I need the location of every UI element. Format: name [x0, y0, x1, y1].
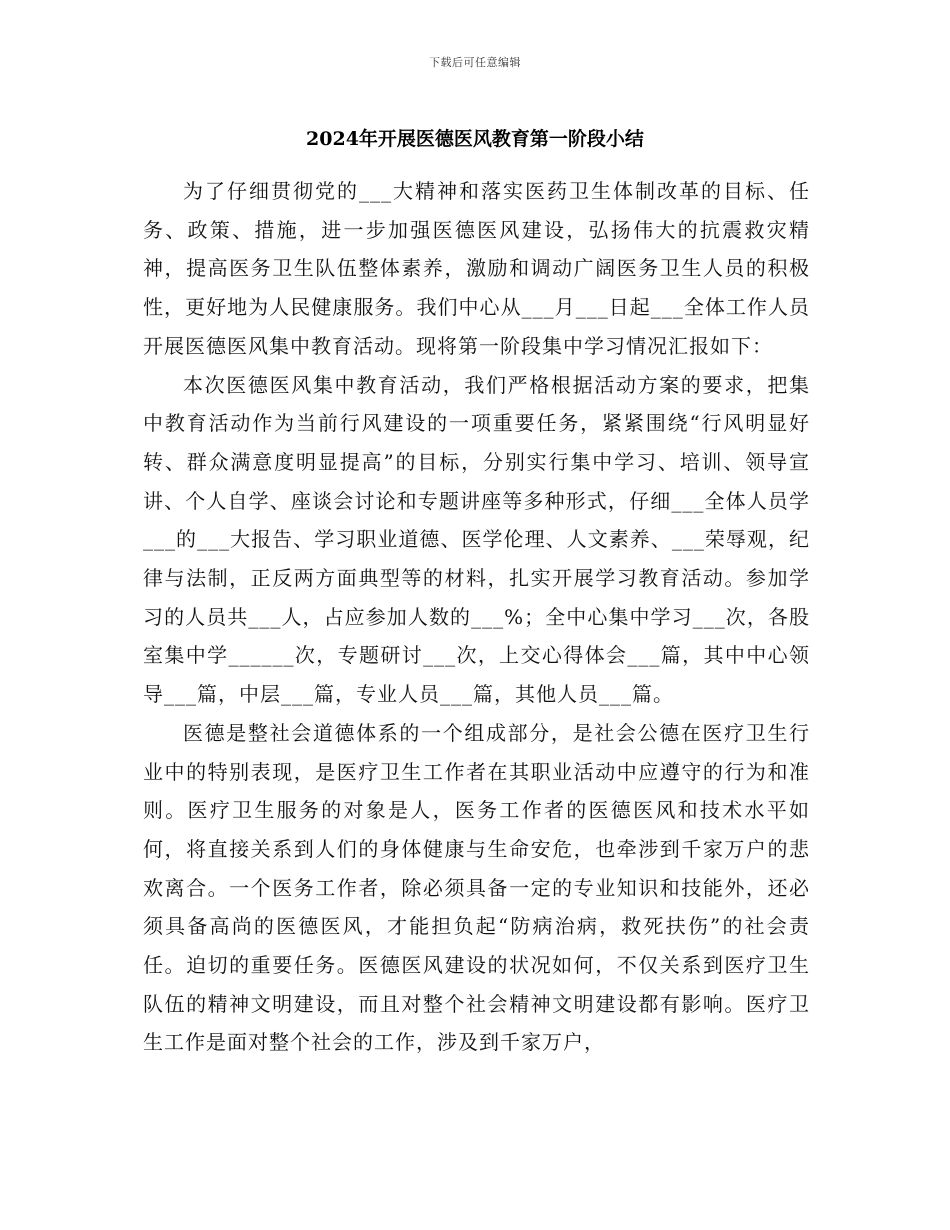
header-note: 下载后可任意编辑	[429, 56, 521, 69]
document-title: 2024年开展医德医风教育第一阶段小结	[306, 128, 644, 150]
paragraph-intro: 为了仔细贯彻党的___大精神和落实医药卫生体制改革的目标、任务、政策、措施，进一步加强医德医风建设，弘扬伟大的抗震救灾精神，提高医务卫生队伍整体素养，激励和调动广阔医务卫生人员的积极性，更好地为人民健康服务。我们中心从___月___日起___全体工作人员开展医德医风集中教育活动。现将第一阶段集中学习情况汇报如下：	[143, 179, 810, 358]
paragraph-medical-ethics: 医德是整社会道德体系的一个组成部分，是社会公德在医疗卫生行业中的特别表现，是医疗卫生工作者在其职业活动中应遵守的行为和准则。医疗卫生服务的对象是人，医务工作者的医德医风和技术水平如何，将直接关系到人们的身体健康与生命安危，也牵涉到千家万户的悲欢离合。一个医务工作者，除必须具备一定的专业知识和技能外，还必须具备高尚的医德医风，才能担负起“防病治病，救死扶伤”的社会责任。迫切的重要任务。医德医风建设的状况如何，不仅关系到医疗卫生队伍的精神文明建设，而且对整个社会精神文明建设都有影响。医疗卫生工作是面对整个社会的工作，涉及到千家万户，	[143, 720, 810, 1055]
paragraph-activities: 本次医德医风集中教育活动，我们严格根据活动方案的要求，把集中教育活动作为当前行风建设的一项重要任务，紧紧围绕“行风明显好转、群众满意度明显提高”的目标，分别实行集中学习、培训、领导宣讲、个人自学、座谈会讨论和专题讲座等多种形式，仔细___全体人员学___的___大报告、学习职业道德、医学伦理、人文素养、___荣辱观，纪律与法制，正反两方面典型等的材料，扎实开展学习教育活动。参加学习的人员共___人，占应参加人数的___%；全中心集中学习___次，各股室集中学______次，专题研讨___次，上交心得体会___篇，其中中心领导___篇，中层___篇，专业人员___篇，其他人员___篇。	[143, 372, 810, 707]
document-body	[143, 172, 810, 1062]
